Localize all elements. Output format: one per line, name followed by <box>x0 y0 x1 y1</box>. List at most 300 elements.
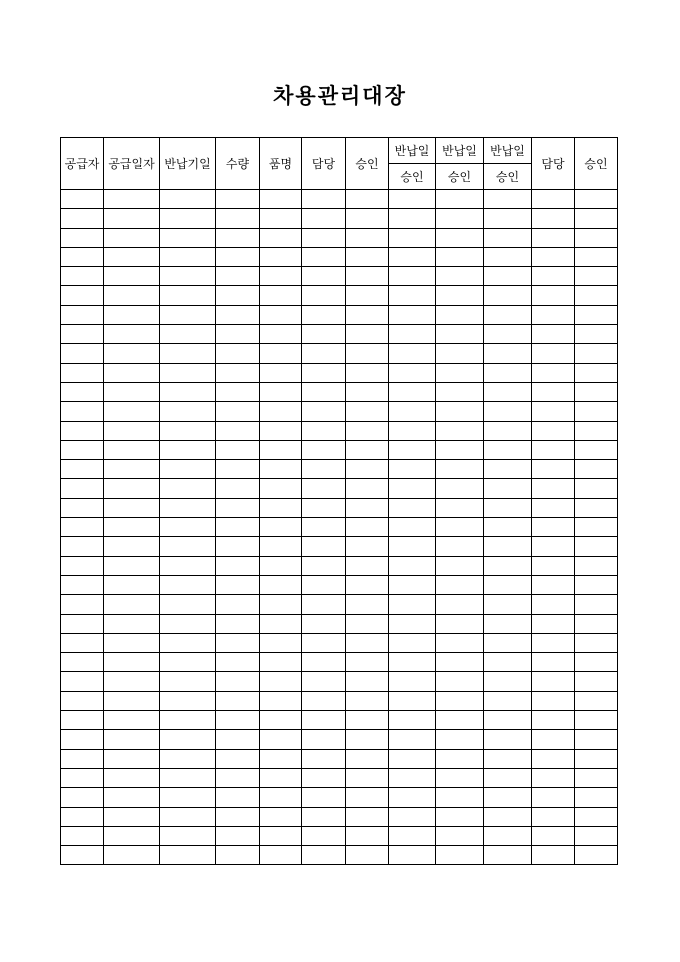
table-cell[interactable] <box>302 247 346 266</box>
table-cell[interactable] <box>436 846 484 865</box>
table-cell[interactable] <box>575 382 618 401</box>
table-cell[interactable] <box>260 575 302 594</box>
table-cell[interactable] <box>216 653 260 672</box>
table-cell[interactable] <box>532 325 575 344</box>
table-cell[interactable] <box>216 614 260 633</box>
table-cell[interactable] <box>104 460 160 479</box>
table-cell[interactable] <box>216 749 260 768</box>
table-cell[interactable] <box>484 653 532 672</box>
table-cell[interactable] <box>61 305 104 324</box>
table-cell[interactable] <box>160 228 216 247</box>
table-cell[interactable] <box>575 267 618 286</box>
table-cell[interactable] <box>484 575 532 594</box>
table-cell[interactable] <box>484 325 532 344</box>
table-cell[interactable] <box>260 325 302 344</box>
table-cell[interactable] <box>575 305 618 324</box>
table-cell[interactable] <box>389 749 436 768</box>
table-cell[interactable] <box>346 421 389 440</box>
table-cell[interactable] <box>160 807 216 826</box>
table-cell[interactable] <box>302 846 346 865</box>
table-cell[interactable] <box>160 247 216 266</box>
table-cell[interactable] <box>216 228 260 247</box>
table-cell[interactable] <box>104 209 160 228</box>
table-cell[interactable] <box>302 363 346 382</box>
table-cell[interactable] <box>260 614 302 633</box>
table-cell[interactable] <box>436 672 484 691</box>
table-cell[interactable] <box>484 691 532 710</box>
table-cell[interactable] <box>484 190 532 209</box>
table-cell[interactable] <box>104 325 160 344</box>
table-cell[interactable] <box>302 749 346 768</box>
table-cell[interactable] <box>160 788 216 807</box>
table-cell[interactable] <box>575 479 618 498</box>
table-cell[interactable] <box>346 402 389 421</box>
table-cell[interactable] <box>160 672 216 691</box>
table-cell[interactable] <box>436 537 484 556</box>
table-cell[interactable] <box>160 537 216 556</box>
table-cell[interactable] <box>260 190 302 209</box>
table-cell[interactable] <box>104 633 160 652</box>
table-cell[interactable] <box>216 768 260 787</box>
table-cell[interactable] <box>436 421 484 440</box>
table-cell[interactable] <box>436 575 484 594</box>
table-cell[interactable] <box>302 595 346 614</box>
table-cell[interactable] <box>104 382 160 401</box>
table-cell[interactable] <box>575 807 618 826</box>
table-cell[interactable] <box>346 498 389 517</box>
table-cell[interactable] <box>61 209 104 228</box>
table-cell[interactable] <box>346 633 389 652</box>
table-cell[interactable] <box>346 730 389 749</box>
table-cell[interactable] <box>346 846 389 865</box>
table-cell[interactable] <box>302 768 346 787</box>
table-cell[interactable] <box>389 711 436 730</box>
table-cell[interactable] <box>484 556 532 575</box>
table-cell[interactable] <box>61 556 104 575</box>
table-cell[interactable] <box>216 402 260 421</box>
table-cell[interactable] <box>575 498 618 517</box>
table-cell[interactable] <box>532 421 575 440</box>
table-cell[interactable] <box>532 672 575 691</box>
table-cell[interactable] <box>302 691 346 710</box>
table-cell[interactable] <box>216 479 260 498</box>
table-cell[interactable] <box>532 595 575 614</box>
table-cell[interactable] <box>216 575 260 594</box>
table-cell[interactable] <box>160 498 216 517</box>
table-cell[interactable] <box>532 247 575 266</box>
table-cell[interactable] <box>436 286 484 305</box>
table-cell[interactable] <box>160 479 216 498</box>
table-cell[interactable] <box>260 653 302 672</box>
table-cell[interactable] <box>302 460 346 479</box>
table-cell[interactable] <box>484 402 532 421</box>
table-cell[interactable] <box>61 846 104 865</box>
table-cell[interactable] <box>575 749 618 768</box>
table-cell[interactable] <box>260 537 302 556</box>
table-cell[interactable] <box>260 595 302 614</box>
table-cell[interactable] <box>484 460 532 479</box>
table-cell[interactable] <box>61 691 104 710</box>
table-cell[interactable] <box>260 267 302 286</box>
table-cell[interactable] <box>346 305 389 324</box>
table-cell[interactable] <box>436 382 484 401</box>
table-cell[interactable] <box>484 672 532 691</box>
table-cell[interactable] <box>302 518 346 537</box>
table-cell[interactable] <box>61 826 104 845</box>
table-cell[interactable] <box>302 633 346 652</box>
table-cell[interactable] <box>484 788 532 807</box>
table-cell[interactable] <box>260 209 302 228</box>
table-cell[interactable] <box>389 363 436 382</box>
table-cell[interactable] <box>436 730 484 749</box>
table-cell[interactable] <box>346 826 389 845</box>
table-cell[interactable] <box>436 826 484 845</box>
table-cell[interactable] <box>216 267 260 286</box>
table-cell[interactable] <box>260 247 302 266</box>
table-cell[interactable] <box>389 190 436 209</box>
table-cell[interactable] <box>436 209 484 228</box>
table-cell[interactable] <box>160 382 216 401</box>
table-cell[interactable] <box>104 807 160 826</box>
table-cell[interactable] <box>160 344 216 363</box>
table-cell[interactable] <box>575 421 618 440</box>
table-cell[interactable] <box>216 440 260 459</box>
table-cell[interactable] <box>484 479 532 498</box>
table-cell[interactable] <box>260 344 302 363</box>
table-cell[interactable] <box>216 209 260 228</box>
table-cell[interactable] <box>346 325 389 344</box>
table-cell[interactable] <box>260 749 302 768</box>
table-cell[interactable] <box>532 209 575 228</box>
table-cell[interactable] <box>160 633 216 652</box>
table-cell[interactable] <box>104 305 160 324</box>
table-cell[interactable] <box>61 749 104 768</box>
table-cell[interactable] <box>260 826 302 845</box>
table-cell[interactable] <box>61 440 104 459</box>
table-cell[interactable] <box>104 730 160 749</box>
table-cell[interactable] <box>484 826 532 845</box>
table-cell[interactable] <box>61 402 104 421</box>
table-cell[interactable] <box>61 344 104 363</box>
table-cell[interactable] <box>160 556 216 575</box>
table-cell[interactable] <box>532 633 575 652</box>
table-cell[interactable] <box>260 768 302 787</box>
table-cell[interactable] <box>61 788 104 807</box>
table-cell[interactable] <box>346 711 389 730</box>
table-cell[interactable] <box>346 228 389 247</box>
table-cell[interactable] <box>575 595 618 614</box>
table-cell[interactable] <box>61 633 104 652</box>
table-cell[interactable] <box>61 518 104 537</box>
table-cell[interactable] <box>484 614 532 633</box>
table-cell[interactable] <box>61 479 104 498</box>
table-cell[interactable] <box>389 247 436 266</box>
table-cell[interactable] <box>484 286 532 305</box>
table-cell[interactable] <box>532 479 575 498</box>
table-cell[interactable] <box>61 247 104 266</box>
table-cell[interactable] <box>216 807 260 826</box>
table-cell[interactable] <box>216 691 260 710</box>
table-cell[interactable] <box>104 479 160 498</box>
table-cell[interactable] <box>484 344 532 363</box>
table-cell[interactable] <box>346 460 389 479</box>
table-cell[interactable] <box>436 247 484 266</box>
table-cell[interactable] <box>61 711 104 730</box>
table-cell[interactable] <box>302 190 346 209</box>
table-cell[interactable] <box>532 556 575 575</box>
table-cell[interactable] <box>346 440 389 459</box>
table-cell[interactable] <box>104 190 160 209</box>
table-cell[interactable] <box>389 788 436 807</box>
table-cell[interactable] <box>160 595 216 614</box>
table-cell[interactable] <box>61 614 104 633</box>
table-cell[interactable] <box>436 363 484 382</box>
table-cell[interactable] <box>104 846 160 865</box>
table-cell[interactable] <box>436 556 484 575</box>
table-cell[interactable] <box>389 691 436 710</box>
table-cell[interactable] <box>389 595 436 614</box>
table-cell[interactable] <box>302 807 346 826</box>
table-cell[interactable] <box>389 498 436 517</box>
table-cell[interactable] <box>104 498 160 517</box>
table-cell[interactable] <box>260 363 302 382</box>
table-cell[interactable] <box>104 749 160 768</box>
table-cell[interactable] <box>160 460 216 479</box>
table-cell[interactable] <box>532 768 575 787</box>
table-cell[interactable] <box>484 518 532 537</box>
table-cell[interactable] <box>302 556 346 575</box>
table-cell[interactable] <box>575 730 618 749</box>
table-cell[interactable] <box>436 614 484 633</box>
table-cell[interactable] <box>160 711 216 730</box>
table-cell[interactable] <box>260 518 302 537</box>
table-cell[interactable] <box>575 363 618 382</box>
table-cell[interactable] <box>160 730 216 749</box>
table-cell[interactable] <box>484 209 532 228</box>
table-cell[interactable] <box>61 768 104 787</box>
table-cell[interactable] <box>346 595 389 614</box>
table-cell[interactable] <box>260 228 302 247</box>
table-cell[interactable] <box>532 498 575 517</box>
table-cell[interactable] <box>346 518 389 537</box>
table-cell[interactable] <box>260 730 302 749</box>
table-cell[interactable] <box>389 768 436 787</box>
table-cell[interactable] <box>436 788 484 807</box>
table-cell[interactable] <box>346 768 389 787</box>
table-cell[interactable] <box>436 440 484 459</box>
table-cell[interactable] <box>575 286 618 305</box>
table-cell[interactable] <box>216 325 260 344</box>
table-cell[interactable] <box>302 305 346 324</box>
table-cell[interactable] <box>436 305 484 324</box>
table-cell[interactable] <box>532 305 575 324</box>
table-cell[interactable] <box>436 228 484 247</box>
table-cell[interactable] <box>302 479 346 498</box>
table-cell[interactable] <box>484 749 532 768</box>
table-cell[interactable] <box>216 344 260 363</box>
table-cell[interactable] <box>575 344 618 363</box>
table-cell[interactable] <box>104 768 160 787</box>
table-cell[interactable] <box>575 691 618 710</box>
table-cell[interactable] <box>346 247 389 266</box>
table-cell[interactable] <box>160 691 216 710</box>
table-cell[interactable] <box>61 460 104 479</box>
table-cell[interactable] <box>104 267 160 286</box>
table-cell[interactable] <box>436 653 484 672</box>
table-cell[interactable] <box>389 402 436 421</box>
table-cell[interactable] <box>389 228 436 247</box>
table-cell[interactable] <box>160 421 216 440</box>
table-cell[interactable] <box>260 498 302 517</box>
table-cell[interactable] <box>160 305 216 324</box>
table-cell[interactable] <box>346 267 389 286</box>
table-cell[interactable] <box>346 344 389 363</box>
table-cell[interactable] <box>216 846 260 865</box>
table-cell[interactable] <box>346 286 389 305</box>
table-cell[interactable] <box>575 556 618 575</box>
table-cell[interactable] <box>532 826 575 845</box>
table-cell[interactable] <box>260 556 302 575</box>
table-cell[interactable] <box>532 537 575 556</box>
table-cell[interactable] <box>532 402 575 421</box>
table-cell[interactable] <box>302 209 346 228</box>
table-cell[interactable] <box>389 614 436 633</box>
table-cell[interactable] <box>484 730 532 749</box>
table-cell[interactable] <box>302 826 346 845</box>
table-cell[interactable] <box>484 440 532 459</box>
table-cell[interactable] <box>61 421 104 440</box>
table-cell[interactable] <box>575 614 618 633</box>
table-cell[interactable] <box>104 344 160 363</box>
table-cell[interactable] <box>575 440 618 459</box>
table-cell[interactable] <box>302 653 346 672</box>
table-cell[interactable] <box>484 807 532 826</box>
table-cell[interactable] <box>216 537 260 556</box>
table-cell[interactable] <box>104 711 160 730</box>
table-cell[interactable] <box>104 672 160 691</box>
table-cell[interactable] <box>61 382 104 401</box>
table-cell[interactable] <box>389 305 436 324</box>
table-cell[interactable] <box>160 440 216 459</box>
table-cell[interactable] <box>389 209 436 228</box>
table-cell[interactable] <box>389 556 436 575</box>
table-cell[interactable] <box>61 267 104 286</box>
table-cell[interactable] <box>532 730 575 749</box>
table-cell[interactable] <box>389 846 436 865</box>
table-cell[interactable] <box>575 653 618 672</box>
table-cell[interactable] <box>532 575 575 594</box>
table-cell[interactable] <box>389 344 436 363</box>
table-cell[interactable] <box>532 614 575 633</box>
table-cell[interactable] <box>61 672 104 691</box>
table-cell[interactable] <box>532 382 575 401</box>
table-cell[interactable] <box>61 807 104 826</box>
table-cell[interactable] <box>532 460 575 479</box>
table-cell[interactable] <box>389 807 436 826</box>
table-cell[interactable] <box>389 575 436 594</box>
table-cell[interactable] <box>436 518 484 537</box>
table-cell[interactable] <box>260 807 302 826</box>
table-cell[interactable] <box>532 363 575 382</box>
table-cell[interactable] <box>216 518 260 537</box>
table-cell[interactable] <box>216 826 260 845</box>
table-cell[interactable] <box>61 537 104 556</box>
table-cell[interactable] <box>216 556 260 575</box>
table-cell[interactable] <box>436 691 484 710</box>
table-cell[interactable] <box>532 267 575 286</box>
table-cell[interactable] <box>104 402 160 421</box>
table-cell[interactable] <box>389 440 436 459</box>
table-cell[interactable] <box>260 672 302 691</box>
table-cell[interactable] <box>216 633 260 652</box>
table-cell[interactable] <box>104 421 160 440</box>
table-cell[interactable] <box>61 498 104 517</box>
table-cell[interactable] <box>216 788 260 807</box>
table-cell[interactable] <box>346 556 389 575</box>
table-cell[interactable] <box>302 711 346 730</box>
table-cell[interactable] <box>346 807 389 826</box>
table-cell[interactable] <box>160 826 216 845</box>
table-cell[interactable] <box>160 518 216 537</box>
table-cell[interactable] <box>389 421 436 440</box>
table-cell[interactable] <box>389 826 436 845</box>
table-cell[interactable] <box>302 614 346 633</box>
table-cell[interactable] <box>260 846 302 865</box>
table-cell[interactable] <box>436 190 484 209</box>
table-cell[interactable] <box>484 498 532 517</box>
table-cell[interactable] <box>436 325 484 344</box>
table-cell[interactable] <box>484 846 532 865</box>
table-cell[interactable] <box>484 267 532 286</box>
table-cell[interactable] <box>436 479 484 498</box>
table-cell[interactable] <box>302 672 346 691</box>
table-cell[interactable] <box>575 537 618 556</box>
table-cell[interactable] <box>104 575 160 594</box>
table-cell[interactable] <box>216 363 260 382</box>
table-cell[interactable] <box>61 228 104 247</box>
table-cell[interactable] <box>302 730 346 749</box>
table-cell[interactable] <box>260 788 302 807</box>
table-cell[interactable] <box>104 788 160 807</box>
table-cell[interactable] <box>260 691 302 710</box>
table-cell[interactable] <box>575 826 618 845</box>
table-cell[interactable] <box>104 653 160 672</box>
table-cell[interactable] <box>575 711 618 730</box>
table-cell[interactable] <box>484 633 532 652</box>
table-cell[interactable] <box>104 826 160 845</box>
table-cell[interactable] <box>436 498 484 517</box>
table-cell[interactable] <box>160 402 216 421</box>
table-cell[interactable] <box>389 479 436 498</box>
table-cell[interactable] <box>346 653 389 672</box>
table-cell[interactable] <box>575 846 618 865</box>
table-cell[interactable] <box>260 440 302 459</box>
table-cell[interactable] <box>484 421 532 440</box>
table-cell[interactable] <box>532 846 575 865</box>
table-cell[interactable] <box>389 325 436 344</box>
table-cell[interactable] <box>216 190 260 209</box>
table-cell[interactable] <box>160 846 216 865</box>
table-cell[interactable] <box>216 460 260 479</box>
table-cell[interactable] <box>302 440 346 459</box>
table-cell[interactable] <box>216 247 260 266</box>
table-cell[interactable] <box>484 768 532 787</box>
table-cell[interactable] <box>532 190 575 209</box>
table-cell[interactable] <box>484 228 532 247</box>
table-cell[interactable] <box>104 537 160 556</box>
table-cell[interactable] <box>302 267 346 286</box>
table-cell[interactable] <box>160 614 216 633</box>
